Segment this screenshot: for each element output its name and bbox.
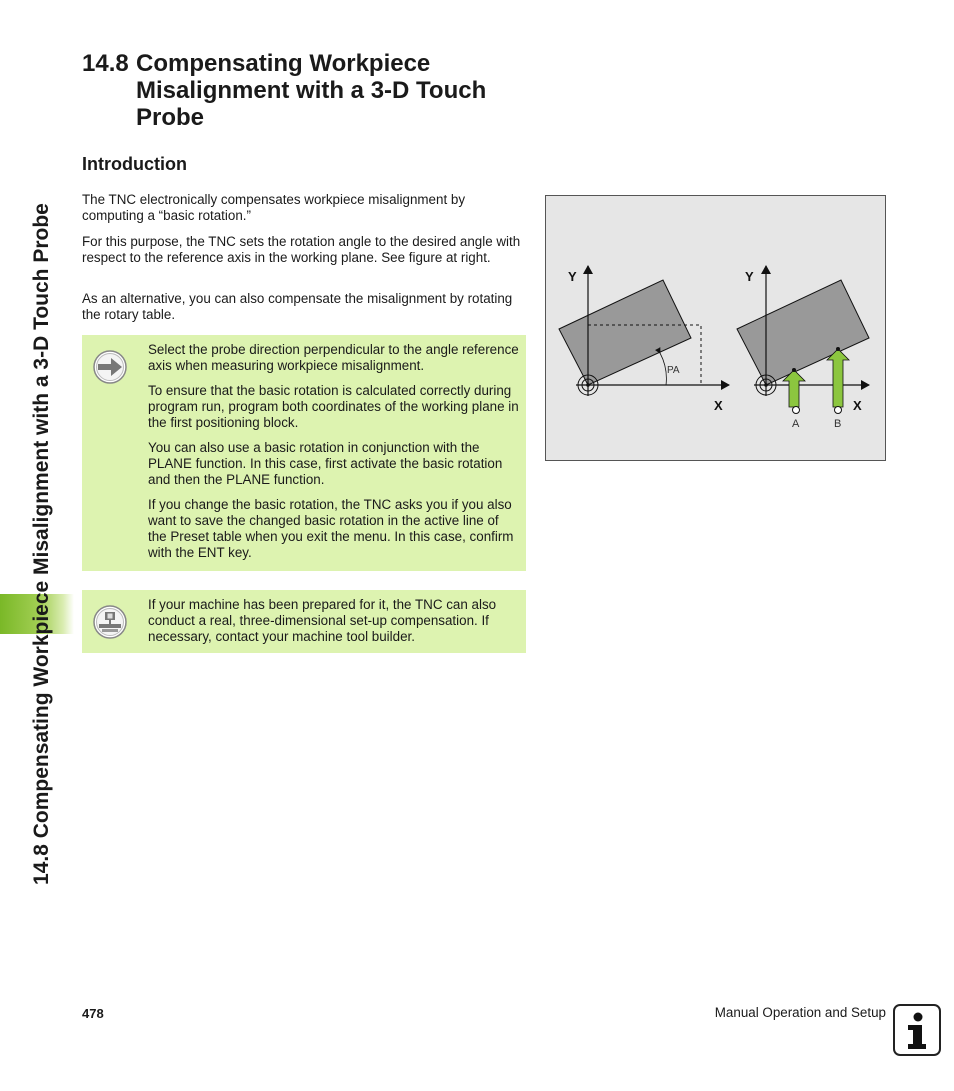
figure-drawing <box>546 196 885 460</box>
machine-paragraph-1: If your machine has been prepared for it, the TNC can also conduct a real, three-dimensional set-up compensation. If necessary, contact your machine tool builder. <box>148 597 497 644</box>
contact-point-a <box>792 368 796 372</box>
x-label-left: X <box>714 398 723 413</box>
paragraph-1: The TNC electronically compensates workpiece misalignment by computing a “basic rotation.” <box>82 192 466 223</box>
y-label-left: Y <box>568 269 577 284</box>
sidebar-chapter-title: 14.8 Compensating Workpiece Misalignment with a 3-D Touch Probe <box>30 203 53 885</box>
footer-chapter: Manual Operation and Setup <box>714 1005 886 1020</box>
arrow-right-icon <box>92 349 128 385</box>
origin-left-dot <box>586 383 590 387</box>
basic-rotation-figure <box>545 195 886 461</box>
page-number: 478 <box>82 1006 104 1021</box>
page-title <box>82 50 542 131</box>
origin-right-dot <box>764 383 768 387</box>
start-point-b <box>835 407 842 414</box>
section-number: 14.8 <box>82 50 129 77</box>
paragraph-2: For this purpose, the TNC sets the rotation angle to the desired angle with respect to the reference axis in the working plane. See figure at right. <box>82 234 521 265</box>
tip-note <box>82 335 526 571</box>
point-a-label: A <box>792 418 800 430</box>
paragraph-3: As an alternative, you can also compensate the misalignment by rotating the rotary table. <box>82 291 513 322</box>
angle-arc <box>660 353 666 385</box>
tip-paragraph-3: You can also use a basic rotation in conjunction with the PLANE function. In this case, first activate the basic rotation and then the PLANE function. <box>148 440 503 487</box>
point-b-label: B <box>834 418 842 430</box>
start-point-a <box>793 407 800 414</box>
angle-label: PA <box>667 365 680 376</box>
workpiece-right <box>737 280 869 385</box>
tip-paragraph-2: To ensure that the basic rotation is calculated correctly during program run, program both coordinates of the working plane in the first positioning block. <box>148 383 519 430</box>
x-label-right: X <box>853 398 862 413</box>
subsection-title: Introduction <box>82 154 187 174</box>
machine-icon <box>92 604 128 640</box>
contact-point-b <box>836 347 840 351</box>
probe-arrow-b <box>827 349 849 407</box>
y-label-right: Y <box>745 269 754 284</box>
machine-note <box>82 590 526 653</box>
info-icon <box>893 1004 941 1056</box>
tip-paragraph-4: If you change the basic rotation, the TNC asks you if you also want to save the changed basic rotation in the active line of the Preset table when you exit the menu. In this case, confirm with the ENT key. <box>148 497 514 560</box>
section-title: Compensating Workpiece Misalignment with a 3-D Touch Probe <box>136 50 487 131</box>
tip-paragraph-1: Select the probe direction perpendicular to the angle reference axis when measuring workpiece misalignment. <box>148 342 519 373</box>
